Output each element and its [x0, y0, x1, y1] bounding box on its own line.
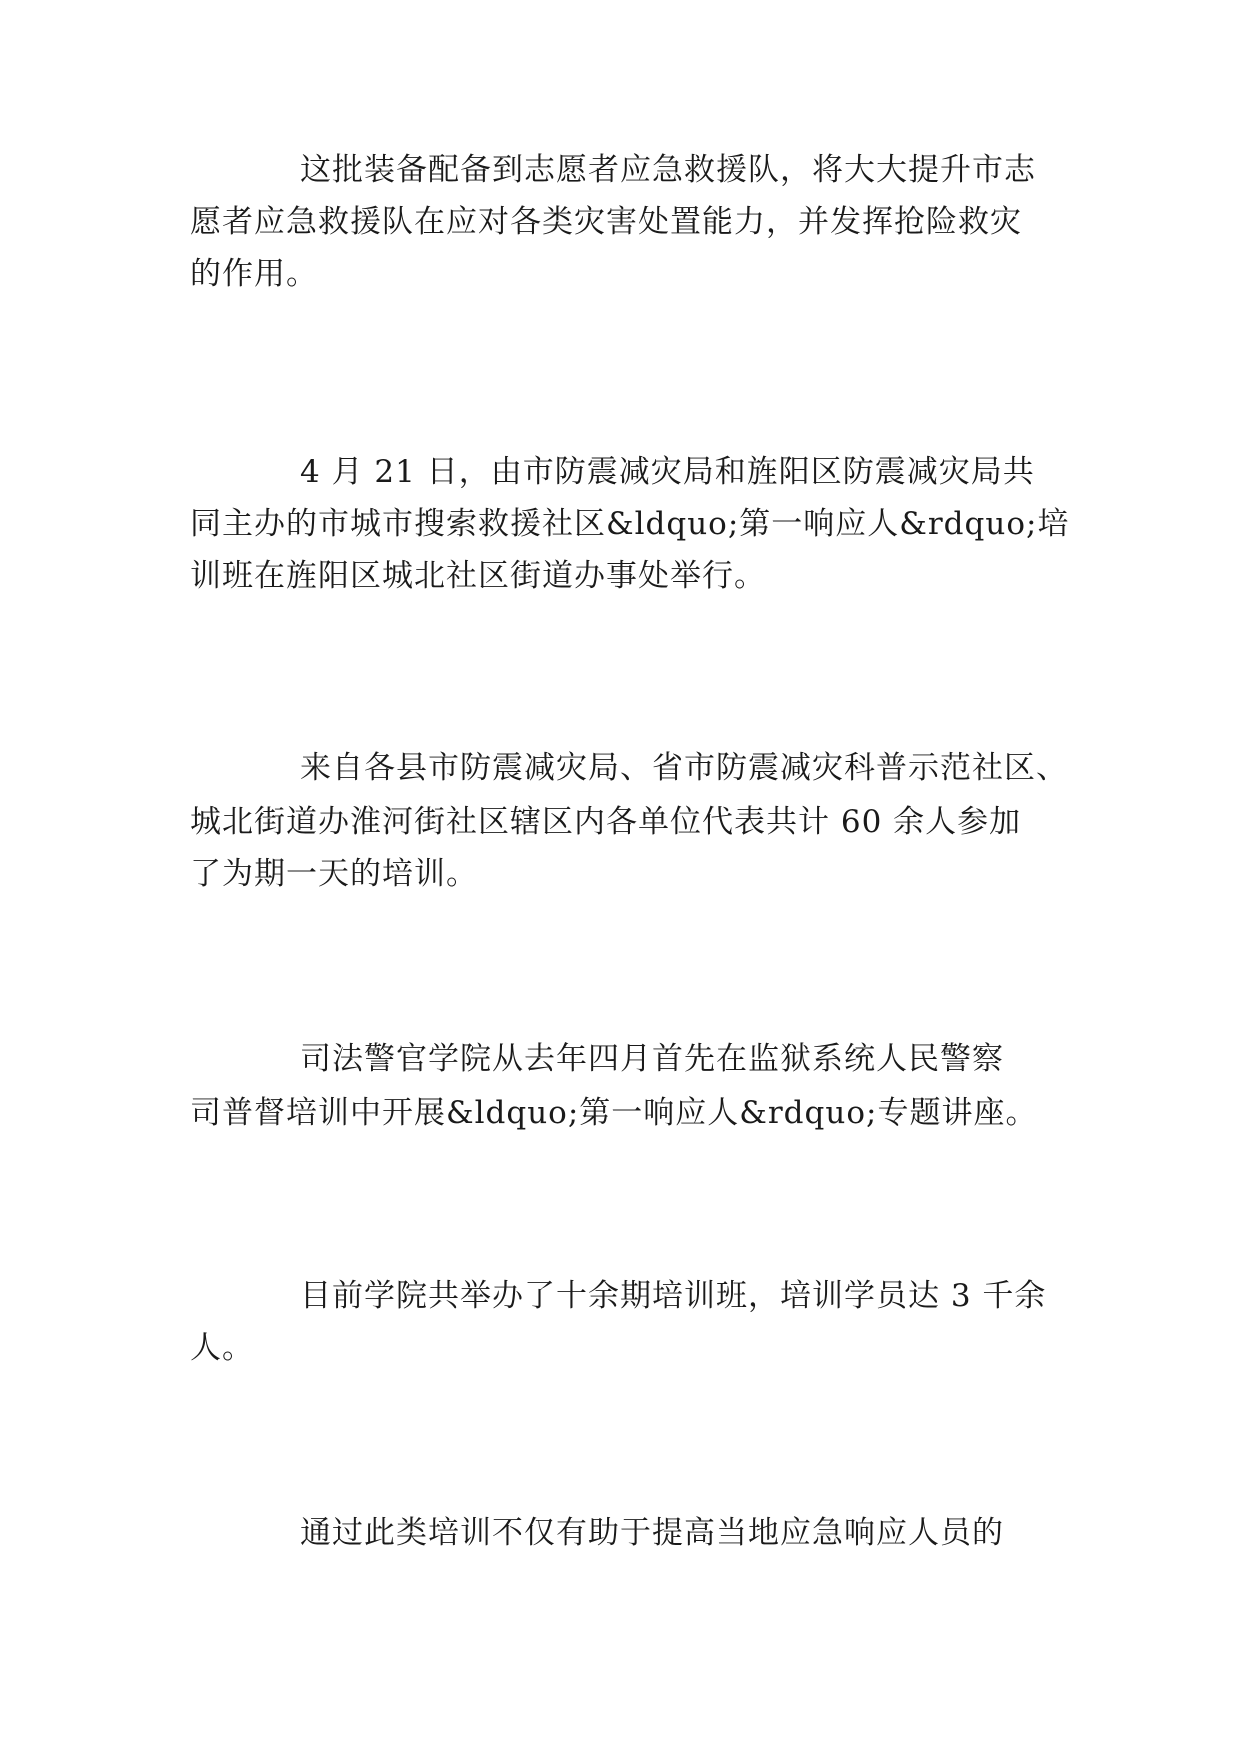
paragraph-line: 同主办的市城市搜索救援社区&ldquo;第一响应人&rdquo;培: [190, 506, 1070, 542]
paragraph-line: 的作用。: [190, 256, 318, 292]
paragraph-line: 司法警官学院从去年四月首先在监狱系统人民警察: [300, 1041, 1004, 1077]
paragraph-line: 司普督培训中开展&ldquo;第一响应人&rdquo;专题讲座。: [190, 1095, 1038, 1131]
paragraph-line: 愿者应急救援队在应对各类灾害处置能力，并发挥抢险救灾: [190, 204, 1022, 240]
paragraph-line: 来自各县市防震减灾局、省市防震减灾科普示范社区、: [300, 750, 1068, 786]
paragraph-line: 城北街道办淮河街社区辖区内各单位代表共计 60 余人参加: [190, 804, 1022, 840]
paragraph-line: 人。: [190, 1330, 254, 1366]
paragraph-line: 通过此类培训不仅有助于提高当地应急响应人员的: [300, 1515, 1004, 1551]
paragraph-line: 目前学院共举办了十余期培训班，培训学员达 3 千余: [300, 1278, 1047, 1314]
paragraph-line: 训班在旌阳区城北社区街道办事处举行。: [190, 558, 766, 594]
paragraph-line: 了为期一天的培训。: [190, 856, 478, 892]
paragraph-line: 4 月 21 日，由市防震减灾局和旌阳区防震减灾局共: [300, 454, 1035, 490]
paragraph-line: 这批装备配备到志愿者应急救援队，将大大提升市志: [300, 152, 1036, 188]
